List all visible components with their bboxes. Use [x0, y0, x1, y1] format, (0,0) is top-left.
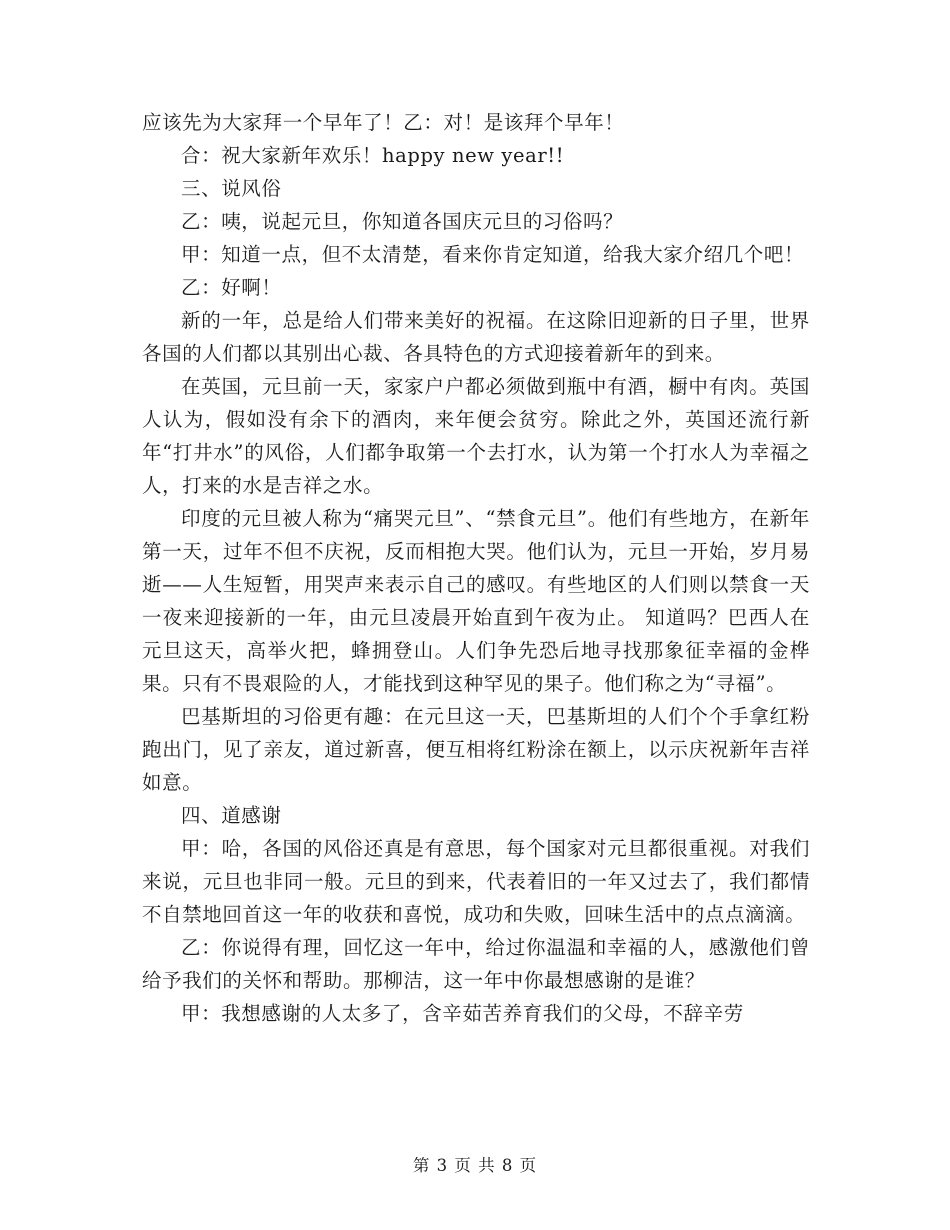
- paragraph: 甲：我想感谢的人太多了，含辛茹苦养育我们的父母，不辞辛劳: [181, 1002, 744, 1025]
- paragraph: 在英国，元旦前一天，家家户户都必须做到瓶中有酒，橱中有肉。英国人认为，假如没有余下的酒肉，来年便会贫穷。除此之外，英国还流行新年“打井水”的风俗，人们都争取第一个去打水，认为第一个打水人为幸福之人，打来的水是吉祥之水。: [142, 375, 810, 497]
- paragraph: 乙：你说得有理，回忆这一年中，给过你温温和幸福的人，感激他们曾给予我们的关怀和帮助。那柳洁，这一年中你最想感谢的是谁？: [142, 936, 810, 992]
- page-number-footer: 第 3 页 共 8 页: [412, 1156, 538, 1175]
- paragraph: 巴基斯坦的习俗更有趣：在元旦这一天，巴基斯坦的人们个个手拿红粉跑出门，见了亲友，道过新喜，便互相将红粉涂在额上，以示庆祝新年吉祥如意。: [142, 705, 810, 794]
- paragraph: 合：祝大家新年欢乐！happy new year!!: [181, 144, 565, 167]
- paragraph: 甲：哈，各国的风俗还真是有意思，每个国家对元旦都很重视。对我们来说，元旦也非同一般。元旦的到来，代表着旧的一年又过去了，我们都情不自禁地回首这一年的收获和喜悦，成功和失败，回味生活中的点点滴滴。: [142, 837, 810, 926]
- document-body: [142, 106, 810, 1030]
- section-heading-thanks: 四、道感谢: [181, 804, 282, 827]
- section-heading-customs: 三、说风俗: [181, 177, 282, 200]
- paragraph: 乙：咦，说起元旦，你知道各国庆元旦的习俗吗？: [181, 210, 624, 233]
- paragraph: 应该先为大家拜一个早年了！乙：对！是该拜个早年！: [142, 111, 625, 134]
- paragraph: 印度的元旦被人称为“痛哭元旦”、“禁食元旦”。他们有些地方，在新年第一天，过年不但不庆祝，反而相抱大哭。他们认为，元旦一开始，岁月易逝——人生短暂，用哭声来表示自己的感叹。有些地区的人们则以禁食一天一夜来迎接新的一年，由元旦凌晨开始直到午夜为止。 知道吗？巴西人在元旦这天，高举火把，蜂拥登山。人们争先恐后地寻找那象征幸福的金桦果。只有不畏艰险的人，才能找到这种罕见的果子。他们称之为“寻福”。: [142, 507, 810, 695]
- paragraph: 甲：知道一点，但不太清楚，看来你肯定知道，给我大家介绍几个吧！: [181, 243, 805, 266]
- paragraph: 新的一年，总是给人们带来美好的祝福。在这除旧迎新的日子里，世界各国的人们都以其别出心裁、各具特色的方式迎接着新年的到来。: [142, 309, 810, 365]
- paragraph: 乙：好啊！: [181, 276, 282, 299]
